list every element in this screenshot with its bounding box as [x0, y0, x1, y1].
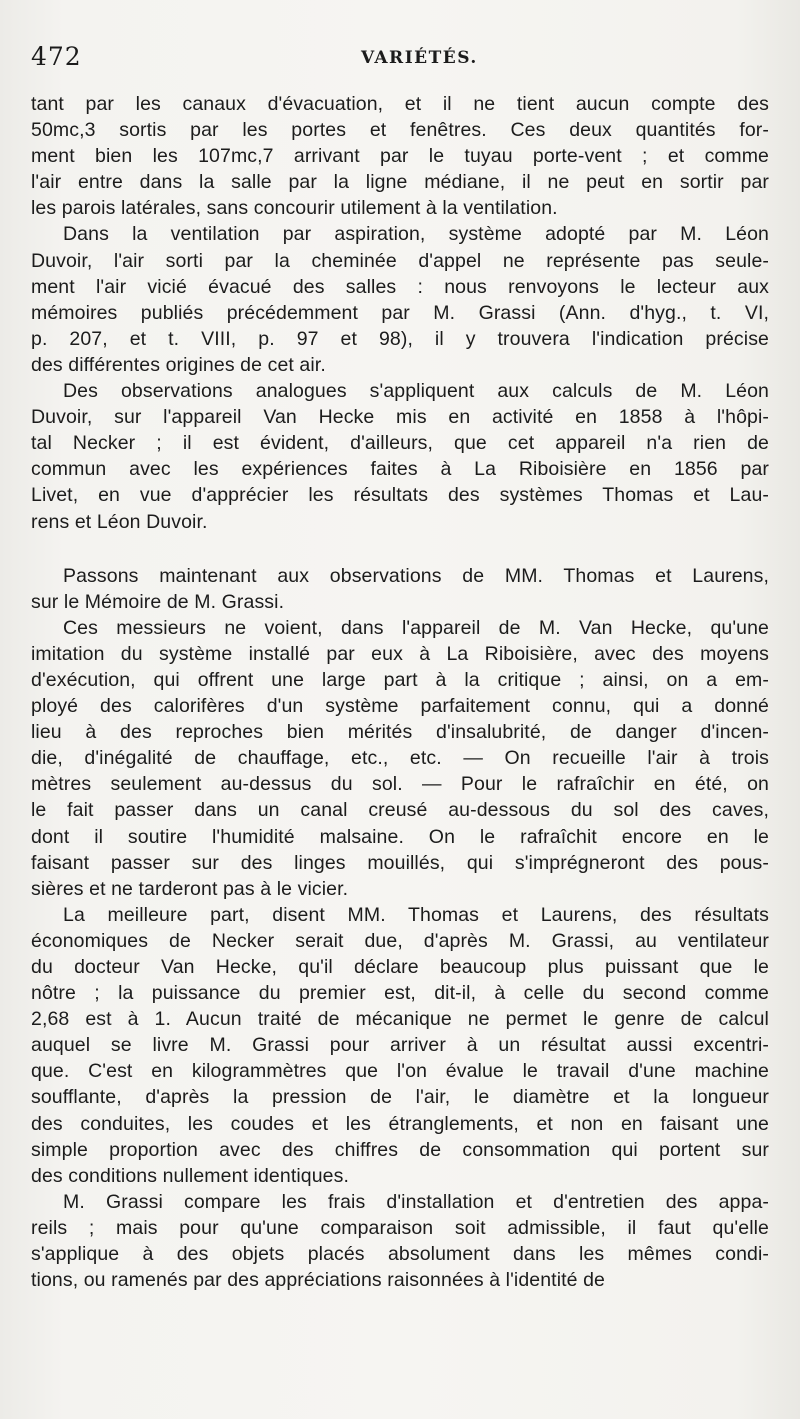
text-line: des différentes origines de cet air. [31, 353, 326, 376]
running-title: VARIÉTÉS. [361, 48, 478, 68]
text-line: du docteur Van Hecke, qu'il déclare beaucoup plus puissant que le [31, 956, 769, 978]
text-line: auquel se livre M. Grassi pour arriver à un résultat aussi excentri- [31, 1034, 769, 1057]
text-line: simple proportion avec des chiffres de consommation qui portent sur [31, 1138, 769, 1161]
text-line: imitation du système installé par eux à La Riboisière, avec des moyens [31, 642, 769, 665]
paragraph [31, 1189, 769, 1293]
text-line: des conditions nullement identiques. [31, 1164, 349, 1187]
text-line: mètres seulement au-dessus du sol. — Pour le rafraîchir en été, on [31, 773, 769, 796]
text-line: 2,68 est à 1. Aucun traité de mécanique ne permet le genre de calcul [31, 1008, 769, 1031]
text-line: sières et ne tarderont pas à le vicier. [31, 877, 349, 900]
text-line: Duvoir, sur l'appareil Van Hecke mis en activité en 1858 à l'hôpi- [31, 406, 769, 429]
text-line: l'air entre dans la salle par la ligne médiane, il ne peut en sortir par [31, 171, 769, 194]
paragraph [31, 221, 769, 378]
text-line: Duvoir, l'air sorti par la cheminée d'appel ne représente pas seule- [31, 249, 769, 272]
text-line: faisant passer sur des linges mouillés, qui s'imprégneront des pous- [31, 851, 769, 874]
text-line: 50mc,3 sortis par les portes et fenêtres. Ces deux quantités for- [31, 119, 769, 142]
text-line: commun avec les expériences faites à La Riboisière en 1856 par [31, 458, 769, 481]
paragraph [31, 378, 769, 535]
text-line: La meilleure part, disent MM. Thomas et Laurens, des résultats [63, 903, 769, 926]
text-line: le fait passer dans un canal creusé au-dessous du sol des caves, [31, 799, 769, 822]
text-line: rens et Léon Duvoir. [31, 510, 208, 533]
text-line: Dans la ventilation par aspiration, système adopté par M. Léon [63, 223, 769, 246]
text-line: Des observations analogues s'appliquent aux calculs de M. Léon [63, 380, 769, 403]
text-line: M. Grassi compare les frais d'installation et d'entretien des appa- [63, 1190, 769, 1213]
text-line: lieu à des reproches bien mérités d'insalubrité, de danger d'incen- [31, 721, 769, 744]
text-line: mémoires publiés précédemment par M. Grassi (Ann. d'hyg., t. VI, [31, 301, 769, 324]
text-line: ment l'air vicié évacué des salles : nous renvoyons le lecteur aux [31, 275, 769, 298]
text-line: tions, ou ramenés par des appréciations raisonnées à l'identité de [31, 1269, 606, 1292]
text-line: que. C'est en kilogrammètres que l'on évalue le travail d'une machine [31, 1060, 769, 1083]
text-line: ployé des calorifères d'un système parfaitement connu, qui a donné [31, 695, 769, 718]
paragraph [31, 615, 769, 902]
page-number: 472 [31, 42, 82, 71]
text-line: Ces messieurs ne voient, dans l'appareil de M. Van Hecke, qu'une [63, 616, 769, 639]
text-line: sur le Mémoire de M. Grassi. [31, 590, 285, 613]
section-gap [31, 535, 769, 563]
text-line: les parois latérales, sans concourir utilement à la ventilation. [31, 197, 558, 220]
text-line: reils ; mais pour qu'une comparaison soit admissible, il faut qu'elle [31, 1216, 769, 1239]
text-line: s'applique à des objets placés absolument dans les mêmes condi- [31, 1243, 769, 1266]
text-line: tal Necker ; il est évident, d'ailleurs, que cet appareil n'a rien de [31, 432, 769, 455]
text-line: d'exécution, qui offrent une large part à la critique ; ainsi, on a em- [31, 668, 769, 691]
text-line: dont il soutire l'humidité malsaine. On le rafraîchit encore en le [31, 825, 769, 848]
text-line: des conduites, les coudes et les étranglements, et non en faisant une [31, 1112, 769, 1135]
text-line: Passons maintenant aux observations de MM. Thomas et Laurens, [63, 564, 769, 587]
text-line: tant par les canaux d'évacuation, et il ne tient aucun compte des [31, 93, 769, 115]
text-line: nôtre ; la puissance du premier est, dit-il, à celle du second comme [31, 982, 769, 1005]
text-line: soufflante, d'après la pression de l'air, le diamètre et la longueur [31, 1086, 769, 1109]
paragraph [31, 563, 769, 615]
paragraph [31, 902, 769, 1189]
paragraph [31, 91, 769, 221]
text-line: die, d'inégalité de chauffage, etc., etc. — On recueille l'air à trois [31, 747, 769, 770]
page-header [31, 42, 770, 82]
body-text [31, 91, 769, 1293]
text-line: ment bien les 107mc,7 arrivant par le tuyau porte-vent ; et comme [31, 145, 769, 168]
text-line: Livet, en vue d'apprécier les résultats des systèmes Thomas et Lau- [31, 484, 769, 507]
text-line: p. 207, et t. VIII, p. 97 et 98), il y trouvera l'indication précise [31, 327, 769, 350]
text-line: économiques de Necker serait due, d'après M. Grassi, au ventilateur [31, 929, 769, 952]
